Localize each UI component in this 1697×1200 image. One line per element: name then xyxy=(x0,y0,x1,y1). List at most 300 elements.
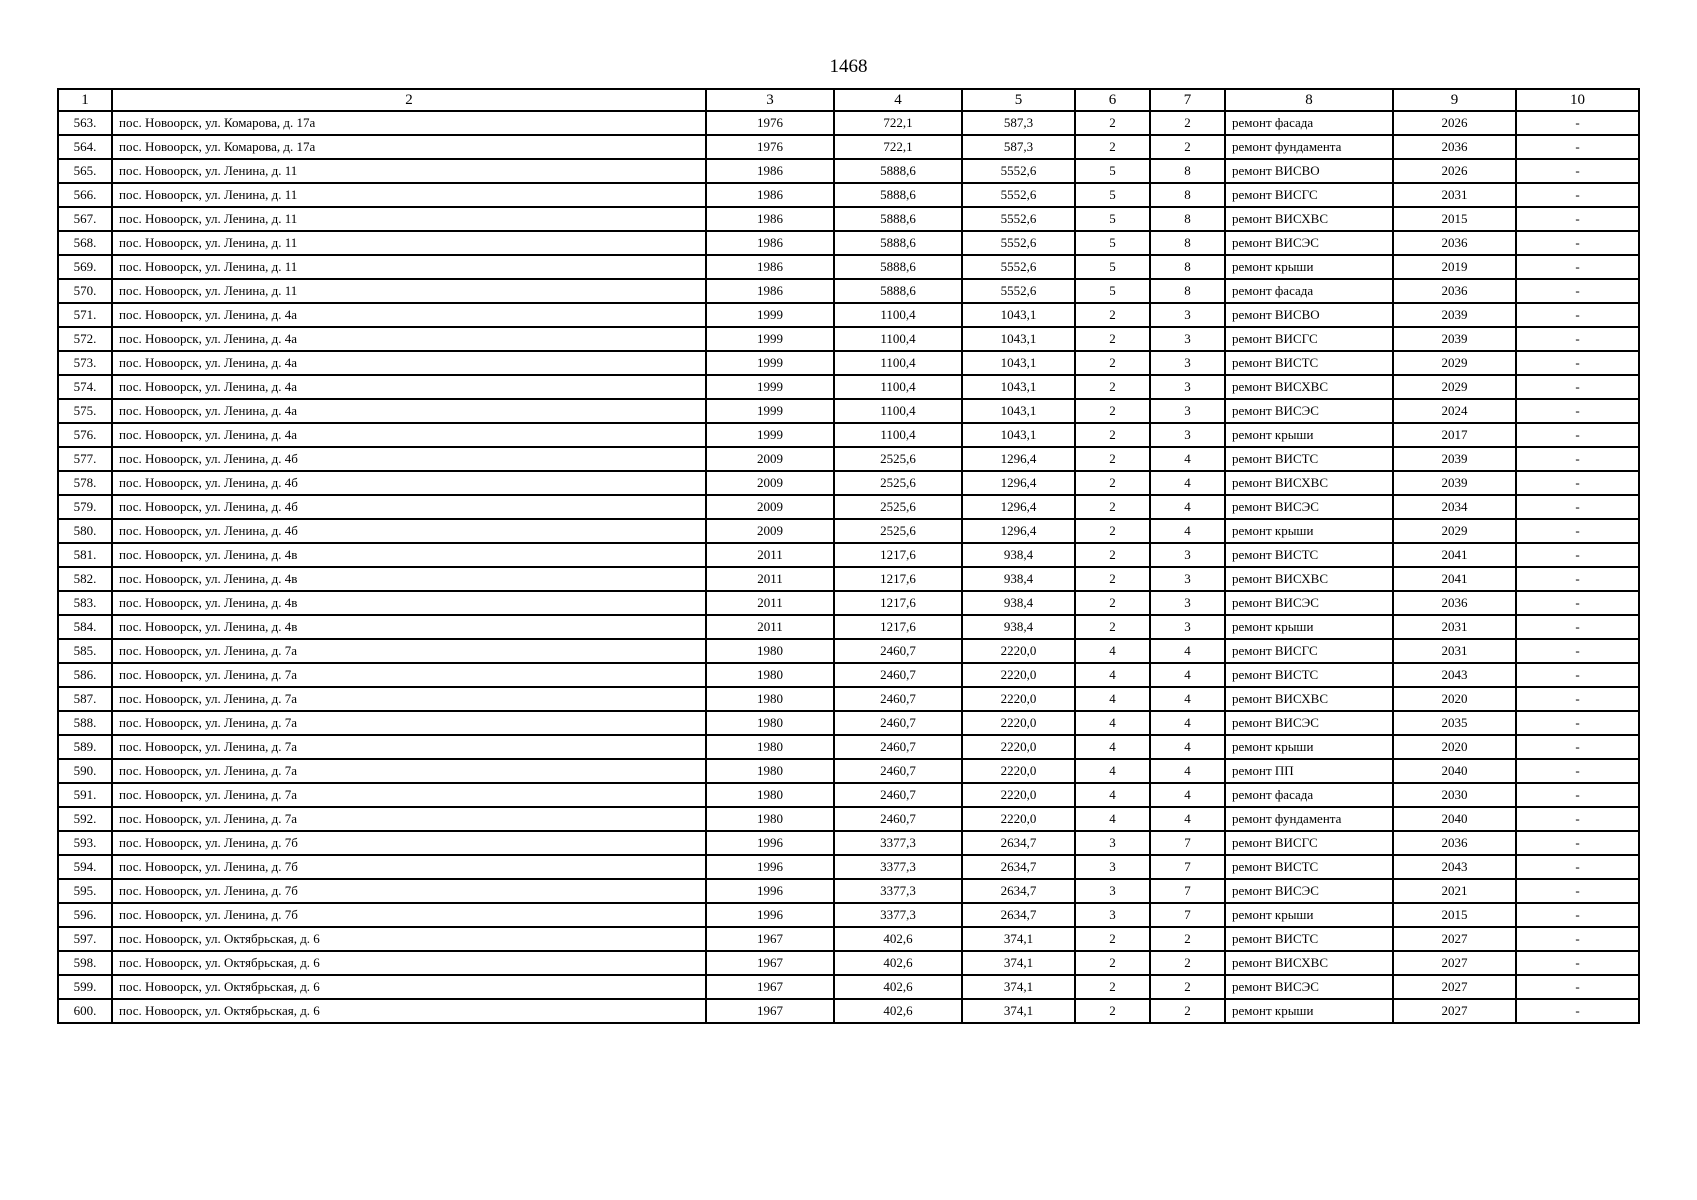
table-row xyxy=(58,855,1639,879)
row-number-cell: 568. xyxy=(58,231,112,255)
table-row xyxy=(58,519,1639,543)
living-area-cell: 1296,4 xyxy=(962,447,1075,471)
entrances-cell: 4 xyxy=(1150,639,1225,663)
row-number-cell: 582. xyxy=(58,567,112,591)
total-area-cell: 2525,6 xyxy=(834,447,962,471)
planned-year-cell: 2031 xyxy=(1393,639,1516,663)
table-row xyxy=(58,159,1639,183)
table-row xyxy=(58,111,1639,135)
table-body xyxy=(58,111,1639,1023)
living-area-cell: 587,3 xyxy=(962,135,1075,159)
column-header: 9 xyxy=(1393,89,1516,111)
year-cell: 1986 xyxy=(706,231,834,255)
total-area-cell: 402,6 xyxy=(834,927,962,951)
table-row xyxy=(58,639,1639,663)
living-area-cell: 938,4 xyxy=(962,543,1075,567)
column-header: 5 xyxy=(962,89,1075,111)
floors-cell: 4 xyxy=(1075,735,1150,759)
table-row xyxy=(58,399,1639,423)
row-number-cell: 578. xyxy=(58,471,112,495)
entrances-cell: 7 xyxy=(1150,831,1225,855)
work-type-cell: ремонт ВИСТС xyxy=(1225,447,1393,471)
floors-cell: 2 xyxy=(1075,375,1150,399)
living-area-cell: 1043,1 xyxy=(962,423,1075,447)
year-cell: 1996 xyxy=(706,903,834,927)
address-cell: пос. Новоорск, ул. Ленина, д. 11 xyxy=(112,159,706,183)
address-cell: пос. Новоорск, ул. Ленина, д. 11 xyxy=(112,231,706,255)
entrances-cell: 4 xyxy=(1150,783,1225,807)
table-row xyxy=(58,303,1639,327)
row-number-cell: 581. xyxy=(58,543,112,567)
total-area-cell: 2460,7 xyxy=(834,639,962,663)
year-cell: 2011 xyxy=(706,543,834,567)
year-cell: 2011 xyxy=(706,615,834,639)
work-type-cell: ремонт крыши xyxy=(1225,423,1393,447)
work-type-cell: ремонт ВИСВО xyxy=(1225,303,1393,327)
table-row xyxy=(58,327,1639,351)
living-area-cell: 1043,1 xyxy=(962,351,1075,375)
address-cell: пос. Новоорск, ул. Ленина, д. 4б xyxy=(112,471,706,495)
entrances-cell: 3 xyxy=(1150,543,1225,567)
work-type-cell: ремонт ВИСЭС xyxy=(1225,591,1393,615)
note-cell: - xyxy=(1516,303,1639,327)
total-area-cell: 402,6 xyxy=(834,999,962,1023)
note-cell: - xyxy=(1516,855,1639,879)
year-cell: 1996 xyxy=(706,879,834,903)
year-cell: 1986 xyxy=(706,159,834,183)
total-area-cell: 1100,4 xyxy=(834,327,962,351)
row-number-cell: 586. xyxy=(58,663,112,687)
table-row xyxy=(58,375,1639,399)
note-cell: - xyxy=(1516,591,1639,615)
planned-year-cell: 2030 xyxy=(1393,783,1516,807)
year-cell: 1980 xyxy=(706,711,834,735)
floors-cell: 2 xyxy=(1075,975,1150,999)
year-cell: 2009 xyxy=(706,495,834,519)
floors-cell: 5 xyxy=(1075,207,1150,231)
total-area-cell: 5888,6 xyxy=(834,207,962,231)
work-type-cell: ремонт фундамента xyxy=(1225,807,1393,831)
address-cell: пос. Новоорск, ул. Ленина, д. 4а xyxy=(112,351,706,375)
table-row xyxy=(58,279,1639,303)
row-number-cell: 565. xyxy=(58,159,112,183)
address-cell: пос. Новоорск, ул. Ленина, д. 4б xyxy=(112,447,706,471)
work-type-cell: ремонт ВИСХВС xyxy=(1225,375,1393,399)
row-number-cell: 587. xyxy=(58,687,112,711)
address-cell: пос. Новоорск, ул. Ленина, д. 7а xyxy=(112,735,706,759)
entrances-cell: 8 xyxy=(1150,279,1225,303)
floors-cell: 5 xyxy=(1075,279,1150,303)
page-number: 1468 xyxy=(829,56,868,77)
total-area-cell: 2525,6 xyxy=(834,471,962,495)
address-cell: пос. Новоорск, ул. Ленина, д. 7а xyxy=(112,807,706,831)
year-cell: 1999 xyxy=(706,351,834,375)
row-number-cell: 567. xyxy=(58,207,112,231)
note-cell: - xyxy=(1516,759,1639,783)
floors-cell: 4 xyxy=(1075,783,1150,807)
entrances-cell: 4 xyxy=(1150,807,1225,831)
floors-cell: 2 xyxy=(1075,615,1150,639)
note-cell: - xyxy=(1516,615,1639,639)
living-area-cell: 2634,7 xyxy=(962,903,1075,927)
year-cell: 1986 xyxy=(706,255,834,279)
work-type-cell: ремонт ВИСЭС xyxy=(1225,711,1393,735)
table-row xyxy=(58,759,1639,783)
row-number-cell: 583. xyxy=(58,591,112,615)
note-cell: - xyxy=(1516,351,1639,375)
table-row xyxy=(58,663,1639,687)
floors-cell: 5 xyxy=(1075,159,1150,183)
address-cell: пос. Новоорск, ул. Ленина, д. 7б xyxy=(112,879,706,903)
work-type-cell: ремонт крыши xyxy=(1225,615,1393,639)
row-number-cell: 599. xyxy=(58,975,112,999)
row-number-cell: 597. xyxy=(58,927,112,951)
row-number-cell: 569. xyxy=(58,255,112,279)
year-cell: 2011 xyxy=(706,567,834,591)
work-type-cell: ремонт ВИСТС xyxy=(1225,927,1393,951)
entrances-cell: 4 xyxy=(1150,687,1225,711)
note-cell: - xyxy=(1516,831,1639,855)
address-cell: пос. Новоорск, ул. Ленина, д. 7б xyxy=(112,831,706,855)
entrances-cell: 8 xyxy=(1150,207,1225,231)
address-cell: пос. Новоорск, ул. Ленина, д. 7б xyxy=(112,855,706,879)
entrances-cell: 4 xyxy=(1150,471,1225,495)
living-area-cell: 587,3 xyxy=(962,111,1075,135)
row-number-cell: 577. xyxy=(58,447,112,471)
column-header: 4 xyxy=(834,89,962,111)
total-area-cell: 2460,7 xyxy=(834,663,962,687)
entrances-cell: 2 xyxy=(1150,951,1225,975)
planned-year-cell: 2034 xyxy=(1393,495,1516,519)
total-area-cell: 3377,3 xyxy=(834,903,962,927)
year-cell: 1976 xyxy=(706,111,834,135)
table-row xyxy=(58,423,1639,447)
note-cell: - xyxy=(1516,567,1639,591)
planned-year-cell: 2026 xyxy=(1393,159,1516,183)
planned-year-cell: 2027 xyxy=(1393,999,1516,1023)
planned-year-cell: 2017 xyxy=(1393,423,1516,447)
work-type-cell: ремонт ВИСХВС xyxy=(1225,567,1393,591)
total-area-cell: 2525,6 xyxy=(834,495,962,519)
total-area-cell: 722,1 xyxy=(834,111,962,135)
column-header: 8 xyxy=(1225,89,1393,111)
entrances-cell: 2 xyxy=(1150,999,1225,1023)
planned-year-cell: 2036 xyxy=(1393,135,1516,159)
living-area-cell: 5552,6 xyxy=(962,255,1075,279)
living-area-cell: 2634,7 xyxy=(962,831,1075,855)
row-number-cell: 566. xyxy=(58,183,112,207)
total-area-cell: 2460,7 xyxy=(834,735,962,759)
row-number-cell: 571. xyxy=(58,303,112,327)
address-cell: пос. Новоорск, ул. Ленина, д. 4а xyxy=(112,423,706,447)
total-area-cell: 5888,6 xyxy=(834,255,962,279)
work-type-cell: ремонт крыши xyxy=(1225,519,1393,543)
column-header: 1 xyxy=(58,89,112,111)
row-number-cell: 572. xyxy=(58,327,112,351)
floors-cell: 3 xyxy=(1075,855,1150,879)
row-number-cell: 588. xyxy=(58,711,112,735)
work-type-cell: ремонт ВИСХВС xyxy=(1225,687,1393,711)
note-cell: - xyxy=(1516,471,1639,495)
address-cell: пос. Новоорск, ул. Ленина, д. 4в xyxy=(112,615,706,639)
year-cell: 1986 xyxy=(706,207,834,231)
note-cell: - xyxy=(1516,399,1639,423)
planned-year-cell: 2036 xyxy=(1393,279,1516,303)
living-area-cell: 5552,6 xyxy=(962,183,1075,207)
note-cell: - xyxy=(1516,279,1639,303)
living-area-cell: 2634,7 xyxy=(962,855,1075,879)
note-cell: - xyxy=(1516,183,1639,207)
table-row xyxy=(58,231,1639,255)
year-cell: 2009 xyxy=(706,519,834,543)
planned-year-cell: 2039 xyxy=(1393,303,1516,327)
entrances-cell: 2 xyxy=(1150,927,1225,951)
work-type-cell: ремонт ВИСГС xyxy=(1225,183,1393,207)
row-number-cell: 593. xyxy=(58,831,112,855)
planned-year-cell: 2020 xyxy=(1393,687,1516,711)
floors-cell: 2 xyxy=(1075,447,1150,471)
planned-year-cell: 2027 xyxy=(1393,975,1516,999)
address-cell: пос. Новоорск, ул. Ленина, д. 4в xyxy=(112,543,706,567)
entrances-cell: 7 xyxy=(1150,879,1225,903)
table-row xyxy=(58,975,1639,999)
table-row xyxy=(58,495,1639,519)
total-area-cell: 1100,4 xyxy=(834,399,962,423)
living-area-cell: 2220,0 xyxy=(962,687,1075,711)
total-area-cell: 402,6 xyxy=(834,975,962,999)
floors-cell: 2 xyxy=(1075,591,1150,615)
living-area-cell: 2220,0 xyxy=(962,663,1075,687)
work-type-cell: ремонт ВИСХВС xyxy=(1225,951,1393,975)
living-area-cell: 5552,6 xyxy=(962,231,1075,255)
floors-cell: 5 xyxy=(1075,255,1150,279)
note-cell: - xyxy=(1516,687,1639,711)
total-area-cell: 5888,6 xyxy=(834,183,962,207)
living-area-cell: 1043,1 xyxy=(962,303,1075,327)
floors-cell: 3 xyxy=(1075,879,1150,903)
floors-cell: 4 xyxy=(1075,663,1150,687)
floors-cell: 2 xyxy=(1075,303,1150,327)
floors-cell: 2 xyxy=(1075,423,1150,447)
year-cell: 1967 xyxy=(706,951,834,975)
note-cell: - xyxy=(1516,711,1639,735)
planned-year-cell: 2024 xyxy=(1393,399,1516,423)
work-type-cell: ремонт ВИСТС xyxy=(1225,543,1393,567)
total-area-cell: 1217,6 xyxy=(834,615,962,639)
year-cell: 2011 xyxy=(706,591,834,615)
total-area-cell: 5888,6 xyxy=(834,231,962,255)
year-cell: 1986 xyxy=(706,279,834,303)
living-area-cell: 1043,1 xyxy=(962,375,1075,399)
planned-year-cell: 2015 xyxy=(1393,903,1516,927)
year-cell: 1999 xyxy=(706,423,834,447)
living-area-cell: 1296,4 xyxy=(962,495,1075,519)
note-cell: - xyxy=(1516,231,1639,255)
floors-cell: 2 xyxy=(1075,999,1150,1023)
living-area-cell: 2220,0 xyxy=(962,807,1075,831)
note-cell: - xyxy=(1516,423,1639,447)
entrances-cell: 3 xyxy=(1150,351,1225,375)
address-cell: пос. Новоорск, ул. Ленина, д. 4в xyxy=(112,591,706,615)
planned-year-cell: 2040 xyxy=(1393,807,1516,831)
entrances-cell: 8 xyxy=(1150,255,1225,279)
living-area-cell: 5552,6 xyxy=(962,159,1075,183)
note-cell: - xyxy=(1516,639,1639,663)
entrances-cell: 2 xyxy=(1150,135,1225,159)
floors-cell: 2 xyxy=(1075,135,1150,159)
work-type-cell: ремонт фундамента xyxy=(1225,135,1393,159)
row-number-cell: 564. xyxy=(58,135,112,159)
total-area-cell: 1100,4 xyxy=(834,375,962,399)
address-cell: пос. Новоорск, ул. Комарова, д. 17а xyxy=(112,111,706,135)
living-area-cell: 1296,4 xyxy=(962,471,1075,495)
address-cell: пос. Новоорск, ул. Ленина, д. 11 xyxy=(112,183,706,207)
address-cell: пос. Новоорск, ул. Ленина, д. 4а xyxy=(112,399,706,423)
planned-year-cell: 2039 xyxy=(1393,471,1516,495)
planned-year-cell: 2036 xyxy=(1393,231,1516,255)
entrances-cell: 3 xyxy=(1150,423,1225,447)
year-cell: 1980 xyxy=(706,639,834,663)
year-cell: 1967 xyxy=(706,975,834,999)
address-cell: пос. Новоорск, ул. Ленина, д. 11 xyxy=(112,255,706,279)
floors-cell: 2 xyxy=(1075,351,1150,375)
register-table xyxy=(57,88,1640,1024)
row-number-cell: 570. xyxy=(58,279,112,303)
table-row xyxy=(58,687,1639,711)
entrances-cell: 4 xyxy=(1150,735,1225,759)
header-row xyxy=(58,89,1639,111)
planned-year-cell: 2021 xyxy=(1393,879,1516,903)
row-number-cell: 589. xyxy=(58,735,112,759)
entrances-cell: 4 xyxy=(1150,495,1225,519)
planned-year-cell: 2027 xyxy=(1393,951,1516,975)
total-area-cell: 1217,6 xyxy=(834,591,962,615)
work-type-cell: ремонт ВИСВО xyxy=(1225,159,1393,183)
floors-cell: 4 xyxy=(1075,711,1150,735)
living-area-cell: 374,1 xyxy=(962,927,1075,951)
table-row xyxy=(58,927,1639,951)
floors-cell: 5 xyxy=(1075,183,1150,207)
entrances-cell: 7 xyxy=(1150,903,1225,927)
address-cell: пос. Новоорск, ул. Октябрьская, д. 6 xyxy=(112,975,706,999)
total-area-cell: 1217,6 xyxy=(834,567,962,591)
year-cell: 1980 xyxy=(706,807,834,831)
planned-year-cell: 2036 xyxy=(1393,591,1516,615)
living-area-cell: 1296,4 xyxy=(962,519,1075,543)
work-type-cell: ремонт ВИСХВС xyxy=(1225,207,1393,231)
year-cell: 1999 xyxy=(706,375,834,399)
work-type-cell: ремонт ВИСТС xyxy=(1225,663,1393,687)
total-area-cell: 2460,7 xyxy=(834,759,962,783)
address-cell: пос. Новоорск, ул. Октябрьская, д. 6 xyxy=(112,927,706,951)
address-cell: пос. Новоорск, ул. Комарова, д. 17а xyxy=(112,135,706,159)
year-cell: 1967 xyxy=(706,927,834,951)
year-cell: 1980 xyxy=(706,735,834,759)
living-area-cell: 938,4 xyxy=(962,615,1075,639)
entrances-cell: 4 xyxy=(1150,519,1225,543)
total-area-cell: 2460,7 xyxy=(834,783,962,807)
address-cell: пос. Новоорск, ул. Ленина, д. 7а xyxy=(112,711,706,735)
living-area-cell: 5552,6 xyxy=(962,279,1075,303)
living-area-cell: 1043,1 xyxy=(962,399,1075,423)
row-number-cell: 595. xyxy=(58,879,112,903)
total-area-cell: 722,1 xyxy=(834,135,962,159)
year-cell: 1999 xyxy=(706,399,834,423)
work-type-cell: ремонт крыши xyxy=(1225,999,1393,1023)
table-row xyxy=(58,351,1639,375)
table-row xyxy=(58,447,1639,471)
note-cell: - xyxy=(1516,999,1639,1023)
row-number-cell: 563. xyxy=(58,111,112,135)
year-cell: 1980 xyxy=(706,663,834,687)
work-type-cell: ремонт ВИСХВС xyxy=(1225,471,1393,495)
entrances-cell: 3 xyxy=(1150,327,1225,351)
address-cell: пос. Новоорск, ул. Ленина, д. 11 xyxy=(112,279,706,303)
table-row xyxy=(58,183,1639,207)
living-area-cell: 938,4 xyxy=(962,591,1075,615)
entrances-cell: 8 xyxy=(1150,159,1225,183)
row-number-cell: 575. xyxy=(58,399,112,423)
year-cell: 1980 xyxy=(706,759,834,783)
total-area-cell: 402,6 xyxy=(834,951,962,975)
row-number-cell: 596. xyxy=(58,903,112,927)
table-row xyxy=(58,711,1639,735)
floors-cell: 4 xyxy=(1075,807,1150,831)
planned-year-cell: 2043 xyxy=(1393,855,1516,879)
living-area-cell: 374,1 xyxy=(962,999,1075,1023)
address-cell: пос. Новоорск, ул. Ленина, д. 7а xyxy=(112,687,706,711)
planned-year-cell: 2039 xyxy=(1393,327,1516,351)
work-type-cell: ремонт ПП xyxy=(1225,759,1393,783)
note-cell: - xyxy=(1516,135,1639,159)
address-cell: пос. Новоорск, ул. Ленина, д. 7а xyxy=(112,759,706,783)
floors-cell: 2 xyxy=(1075,567,1150,591)
column-header: 10 xyxy=(1516,89,1639,111)
floors-cell: 5 xyxy=(1075,231,1150,255)
year-cell: 1999 xyxy=(706,327,834,351)
floors-cell: 4 xyxy=(1075,639,1150,663)
work-type-cell: ремонт ВИСЭС xyxy=(1225,495,1393,519)
table-row xyxy=(58,615,1639,639)
note-cell: - xyxy=(1516,663,1639,687)
planned-year-cell: 2020 xyxy=(1393,735,1516,759)
address-cell: пос. Новоорск, ул. Ленина, д. 4а xyxy=(112,375,706,399)
entrances-cell: 2 xyxy=(1150,111,1225,135)
living-area-cell: 2634,7 xyxy=(962,879,1075,903)
work-type-cell: ремонт крыши xyxy=(1225,903,1393,927)
row-number-cell: 573. xyxy=(58,351,112,375)
work-type-cell: ремонт ВИСЭС xyxy=(1225,975,1393,999)
living-area-cell: 374,1 xyxy=(962,951,1075,975)
entrances-cell: 4 xyxy=(1150,711,1225,735)
note-cell: - xyxy=(1516,111,1639,135)
row-number-cell: 579. xyxy=(58,495,112,519)
table-row xyxy=(58,999,1639,1023)
work-type-cell: ремонт фасада xyxy=(1225,279,1393,303)
address-cell: пос. Новоорск, ул. Ленина, д. 4б xyxy=(112,495,706,519)
total-area-cell: 3377,3 xyxy=(834,879,962,903)
entrances-cell: 3 xyxy=(1150,567,1225,591)
address-cell: пос. Новоорск, ул. Ленина, д. 4б xyxy=(112,519,706,543)
note-cell: - xyxy=(1516,495,1639,519)
note-cell: - xyxy=(1516,255,1639,279)
work-type-cell: ремонт фасада xyxy=(1225,111,1393,135)
floors-cell: 2 xyxy=(1075,495,1150,519)
planned-year-cell: 2031 xyxy=(1393,615,1516,639)
entrances-cell: 2 xyxy=(1150,975,1225,999)
planned-year-cell: 2019 xyxy=(1393,255,1516,279)
row-number-cell: 598. xyxy=(58,951,112,975)
